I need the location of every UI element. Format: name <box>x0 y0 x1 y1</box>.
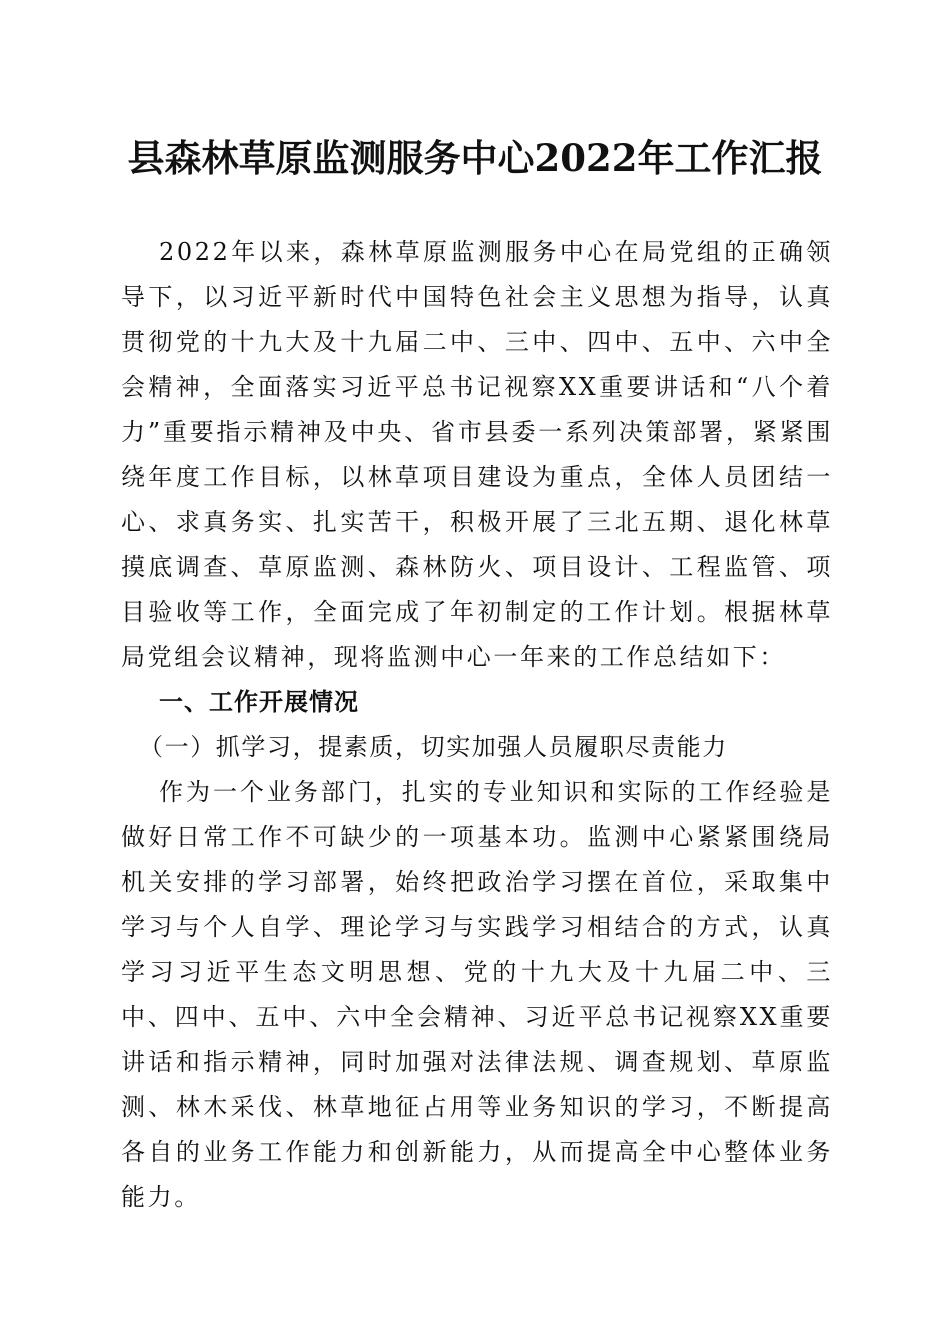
subsection-heading: （一）抓学习，提素质，切实加强人员履职尽责能力 <box>139 733 728 761</box>
section-heading: 一、工作开展情况 <box>159 688 359 716</box>
document-body <box>121 230 833 1220</box>
intro-paragraph: 2022年以来，森林草原监测服务中心在局党组的正确领导下，以习近平新时代中国特色社会主义思想为指导，认真贯彻党的十九大及十九届二中、三中、四中、五中、六中全会精神，全面落实习近平总书记视察XX重要讲话和“八个着力”重要指示精神及中央、省市县委一系列决策部署，紧紧围绕年度工作目标，以林草项目建设为重点，全体人员团结一心、求真务实、扎实苦干，积极开展了三北五期、退化林草摸底调查、草原监测、森林防火、项目设计、工程监管、项目验收等工作，全面完成了年初制定的工作计划。根据林草局党组会议精神，现将监测中心一年来的工作总结如下： <box>121 238 833 671</box>
subsection-paragraph: 作为一个业务部门，扎实的专业知识和实际的工作经验是做好日常工作不可缺少的一项基本功。监测中心紧紧围绕局机关安排的学习部署，始终把政治学习摆在首位，采取集中学习与个人自学、理论学习与实践学习相结合的方式，认真学习习近平生态文明思想、党的十九大及十九届二中、三中、四中、五中、六中全会精神、习近平总书记视察XX重要讲话和指示精神，同时加强对法律法规、调查规划、草原监测、林木采伐、林草地征占用等业务知识的学习，不断提高各自的业务工作能力和创新能力，从而提高全中心整体业务能力。 <box>121 778 833 1211</box>
document-title: 县森林草原监测服务中心2022年工作汇报 <box>127 136 823 180</box>
